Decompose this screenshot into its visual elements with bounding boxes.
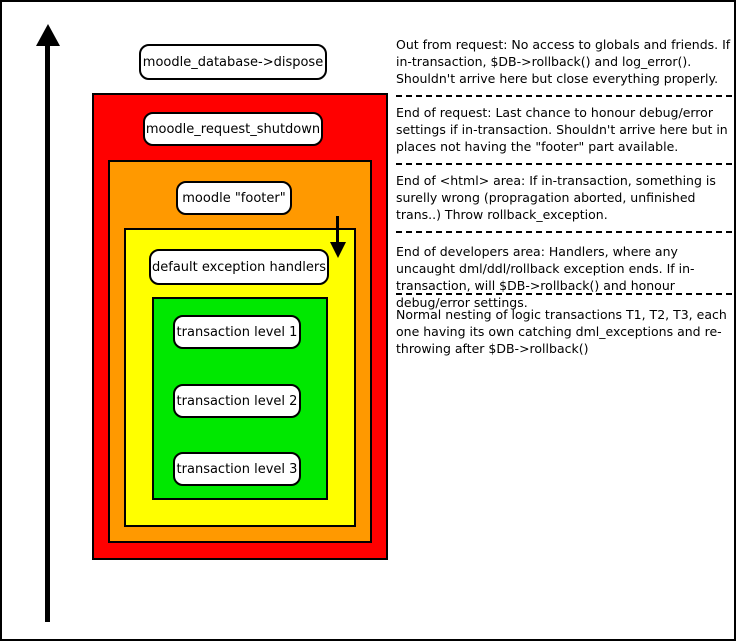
note-end-of-html-area: End of <html> area: If in-transaction, something is surelly wrong (propragation aborted, unfinished trans..) Throw rollback_exception. (396, 173, 716, 222)
box-label: transaction level 3 (176, 461, 298, 477)
box-label: transaction level 1 (176, 324, 298, 340)
box-label: transaction level 2 (176, 393, 298, 409)
note-out-from-request: Out from request: No access to globals and friends. If in-transaction, $DB->rollback() and log_error(). Shouldn't arrive here but close everything properly. (396, 37, 731, 86)
box-transaction-level-1[interactable] (173, 315, 301, 349)
flow-direction-arrow-shaft (45, 44, 50, 622)
note-separator-2 (396, 163, 732, 166)
box-transaction-level-2[interactable] (173, 384, 301, 418)
entry-point-arrow-head (330, 242, 346, 258)
note-normal-nesting: Normal nesting of logic transactions T1, T2, T3, each one having its own catching dml_exceptions and re-throwing after $DB->rollback() (396, 307, 727, 356)
box-label: moodle_database->dispose (142, 54, 324, 70)
box-moodle-database-dispose[interactable] (139, 44, 327, 80)
box-moodle-request-shutdown[interactable] (143, 112, 323, 146)
box-default-exception-handlers[interactable] (149, 249, 329, 285)
box-label: moodle "footer" (182, 190, 286, 206)
note-separator-1 (396, 95, 732, 98)
note-separator-3 (396, 231, 732, 234)
flow-direction-arrow-head (36, 24, 60, 46)
box-moodle-footer[interactable] (176, 181, 292, 215)
note-end-of-developers-area: End of developers area: Handlers, where any uncaught dml/ddl/rollback exception ends. If in-transaction, will $DB->rollback() and honour debug/error settings. (396, 244, 695, 310)
note-separator-4 (396, 293, 732, 296)
note-end-of-request: End of request: Last chance to honour debug/error settings if in-transaction. Shouldn't arrive here but in places not having the "footer" part available. (396, 105, 728, 154)
box-label: moodle_request_shutdown (145, 121, 321, 137)
box-transaction-level-3[interactable] (173, 452, 301, 486)
box-label: default exception handlers (152, 259, 326, 275)
